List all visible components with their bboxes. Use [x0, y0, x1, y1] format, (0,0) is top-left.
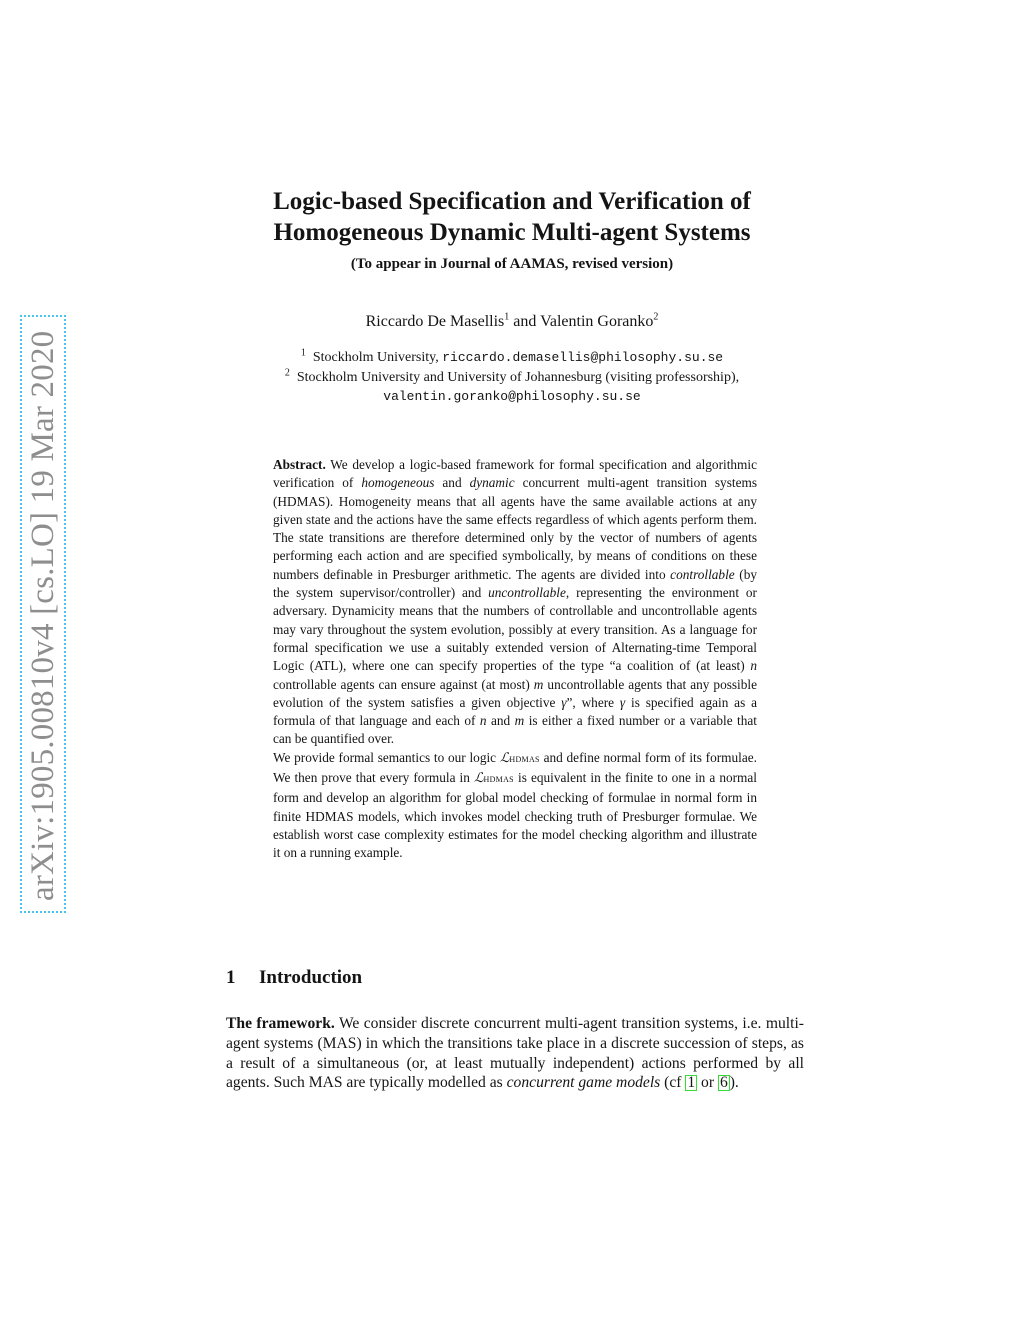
affiliation-text: Stockholm University,	[312, 350, 443, 365]
citation-link[interactable]: 6	[719, 1074, 728, 1092]
paper-title-line-1: Logic-based Specification and Verification of	[273, 188, 751, 215]
author-name: Valentin Goranko	[540, 313, 654, 330]
author-name: Riccardo De Masellis	[365, 313, 505, 330]
citation-link[interactable]: 1	[687, 1074, 696, 1092]
abstract	[273, 456, 757, 863]
email-link[interactable]: valentin.goranko@philosophy.su.se	[383, 389, 641, 404]
logic-symbol: ℒHDMAS	[499, 749, 540, 765]
abstract-paragraph-1: Abstract. We develop a logic-based framework for formal specification and algorithmic verification of homogeneous and dynamic concurrent multi-agent transition systems (HDMAS). Homogeneity means that all agents have the same available actions at any given state and the actions have the same effects regardless of which agents perform them. The state transitions are therefore determined only by the vector of numbers of agents performing each action and are specified symbolically, by means of conditions on these numbers definable in Presburger arithmetic. The agents are divided into controllable (by the system supervisor/controller) and uncontrollable, representing the environment or adversary. Dynamicity means that the numbers of controllable and uncontrollable agents may vary throughout the system evolution, possibly at every transition. As a language for formal specification we use a suitably extended version of Alternating-time Temporal Logic (ATL), where one can specify properties of the type “a coalition of (at least) n controllable agents can ensure against (at most) m uncontrollable agents that any possible evolution of the system satisfies a given objective γ”, where γ is specified again as a formula of that language and each of n and m is either a fixed number or a variable that can be quantified over.	[273, 457, 758, 747]
affiliation-mark: 2	[284, 367, 290, 379]
paragraph-runin-heading: The framework.	[226, 1015, 335, 1032]
affiliation-2	[180, 368, 844, 387]
abstract-label: Abstract.	[273, 457, 326, 472]
section-heading	[226, 967, 362, 989]
affiliation-1	[180, 348, 844, 367]
affiliation-mark: 2	[653, 311, 659, 323]
paper-subtitle: (To appear in Journal of AAMAS, revised version)	[350, 256, 674, 272]
email-link[interactable]: riccardo.demasellis@philosophy.su.se	[442, 350, 724, 365]
affiliation-text: Stockholm University and University of Johannesburg (visiting professorship),	[296, 370, 740, 385]
section-number: 1	[226, 967, 236, 988]
author-list	[180, 313, 844, 331]
arxiv-identifier: arXiv:1905.00810v4 [cs.LO] 19 Mar 2020	[25, 330, 61, 902]
affiliation-mark: 1	[504, 311, 510, 323]
affiliation-2-email	[180, 387, 844, 406]
intro-paragraph: The framework. We consider discrete concurrent multi-agent transition systems, i.e. multi-agent systems (MAS) in which the transitions take place in a discrete succession of steps, as a result of a simultaneous (or, at least mutually independent) actions performed by all agents. Such MAS are typically modelled as concurrent game models (cf 1 or 6 ).	[226, 1015, 804, 1092]
author-conjunction: and	[509, 313, 541, 330]
paper-title-line-2: Homogeneous Dynamic Multi-agent Systems	[273, 219, 751, 246]
section-title: Introduction	[259, 967, 363, 988]
abstract-paragraph-2: We provide formal semantics to our logic ℒHDMAS and define normal form of its formulae. We then prove that every formula in ℒHDMAS is equivalent in the finite to one in a normal form and develop an algorithm for global model checking of formulae in normal form in finite HDMAS models, which invokes model checking truth of Presburger formulae. We establish worst case complexity estimates for the model checking algorithm and illustrate it on a running example.	[273, 749, 757, 861]
affiliation-mark: 1	[300, 347, 306, 359]
logic-symbol: ℒHDMAS	[473, 770, 514, 786]
